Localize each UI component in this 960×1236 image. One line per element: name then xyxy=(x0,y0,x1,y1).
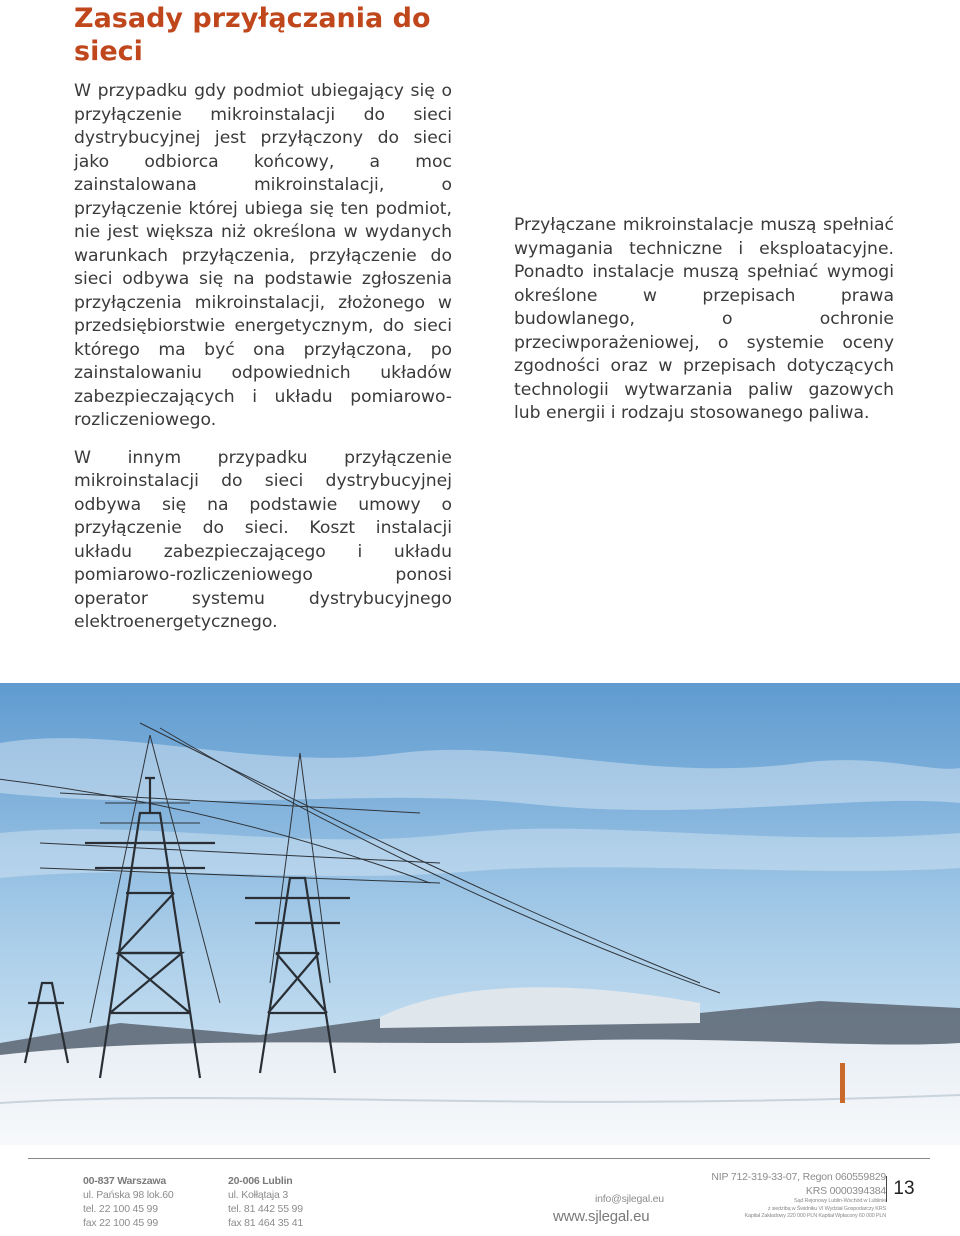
footer-divider xyxy=(28,1158,930,1159)
page-number: 13 xyxy=(886,1176,921,1202)
office-fax: fax 22 100 45 99 xyxy=(83,1217,159,1229)
court-line-1: Sąd Rejonowy Lublin-Wschód w Lublinie xyxy=(794,1198,886,1204)
office-tel: tel. 22 100 45 99 xyxy=(83,1203,158,1215)
office-fax: fax 81 464 35 41 xyxy=(228,1217,304,1229)
krs-number: KRS 0000394384 xyxy=(805,1185,886,1197)
right-paragraph-1: Przyłączane mikroinstalacje muszą spełniać wymagania techniczne i eksploatacyjne. Ponadto instalacje muszą spełniać wymogi określone w przepisach prawa budowlanego, o ochronie przeciwporażeniowej, o systemie oceny zgodności oraz w przepisach dotyczących technologii wytwarzania paliw gazowych lub energii i rodzaju stosowanego paliwa. xyxy=(514,215,894,423)
office-lublin xyxy=(228,1174,303,1230)
nip-regon: NIP 712-319-33-07, Regon 060559829 xyxy=(711,1171,886,1183)
office-city: 00-837 Warszawa xyxy=(83,1175,166,1187)
email-link[interactable]: info@sjlegal.eu xyxy=(595,1193,664,1205)
left-paragraph-1: W przypadku gdy podmiot ubiegający się o przyłączenie mikroinstalacji do sieci dystrybucyjnej jest przyłączony do sieci jako odbiorca końcowy, a moc zainstalowana mikroinstalacji, o przyłączenie której ubiega się ten podmiot, nie jest większa niż określona w wydanych warunkach przyłączenia, przyłączenie do sieci odbywa się na podstawie zgłoszenia przyłączenia mikroinstalacji, złożonego w przedsiębiorstwie energetycznym, do sieci którego ma być ona przyłączona, po zainstalowaniu odpowiednich układów zabezpieczających i układu pomiarowo-rozliczeniowego. xyxy=(74,81,452,430)
office-street: ul. Kołłątaja 3 xyxy=(228,1189,289,1201)
company-registration xyxy=(700,1170,886,1221)
office-warszawa xyxy=(83,1174,174,1230)
left-column xyxy=(74,80,452,635)
court-line-2: z siedzibą w Świdniku VI Wydział Gospodarczy KRS xyxy=(767,1205,886,1212)
right-column xyxy=(514,214,894,426)
power-lines-winter-photo xyxy=(0,683,960,1145)
website-link[interactable]: www.sjlegal.eu xyxy=(553,1208,650,1225)
share-capital: Kapitał Zakładowy 220 000 PLN Kapitał Wpłacony 60 000 PLN xyxy=(744,1213,886,1219)
footer xyxy=(0,1166,960,1236)
office-street: ul. Pańska 98 lok.60 xyxy=(83,1189,174,1201)
office-city: 20-006 Lublin xyxy=(228,1175,293,1187)
contact-block xyxy=(553,1192,664,1226)
office-tel: tel. 81 442 55 99 xyxy=(228,1203,303,1215)
left-paragraph-2: W innym przypadku przyłączenie mikroinstalacji do sieci dystrybucyjnej odbywa się na podstawie umowy o przyłączenie do sieci. Koszt instalacji układu zabezpieczającego i układu pomiarowo-rozliczeniowego ponosi operator systemu dystrybucyjnego elektroenergetycznego. xyxy=(74,447,452,632)
page-title: Zasady przyłączania do sieci xyxy=(74,3,431,67)
